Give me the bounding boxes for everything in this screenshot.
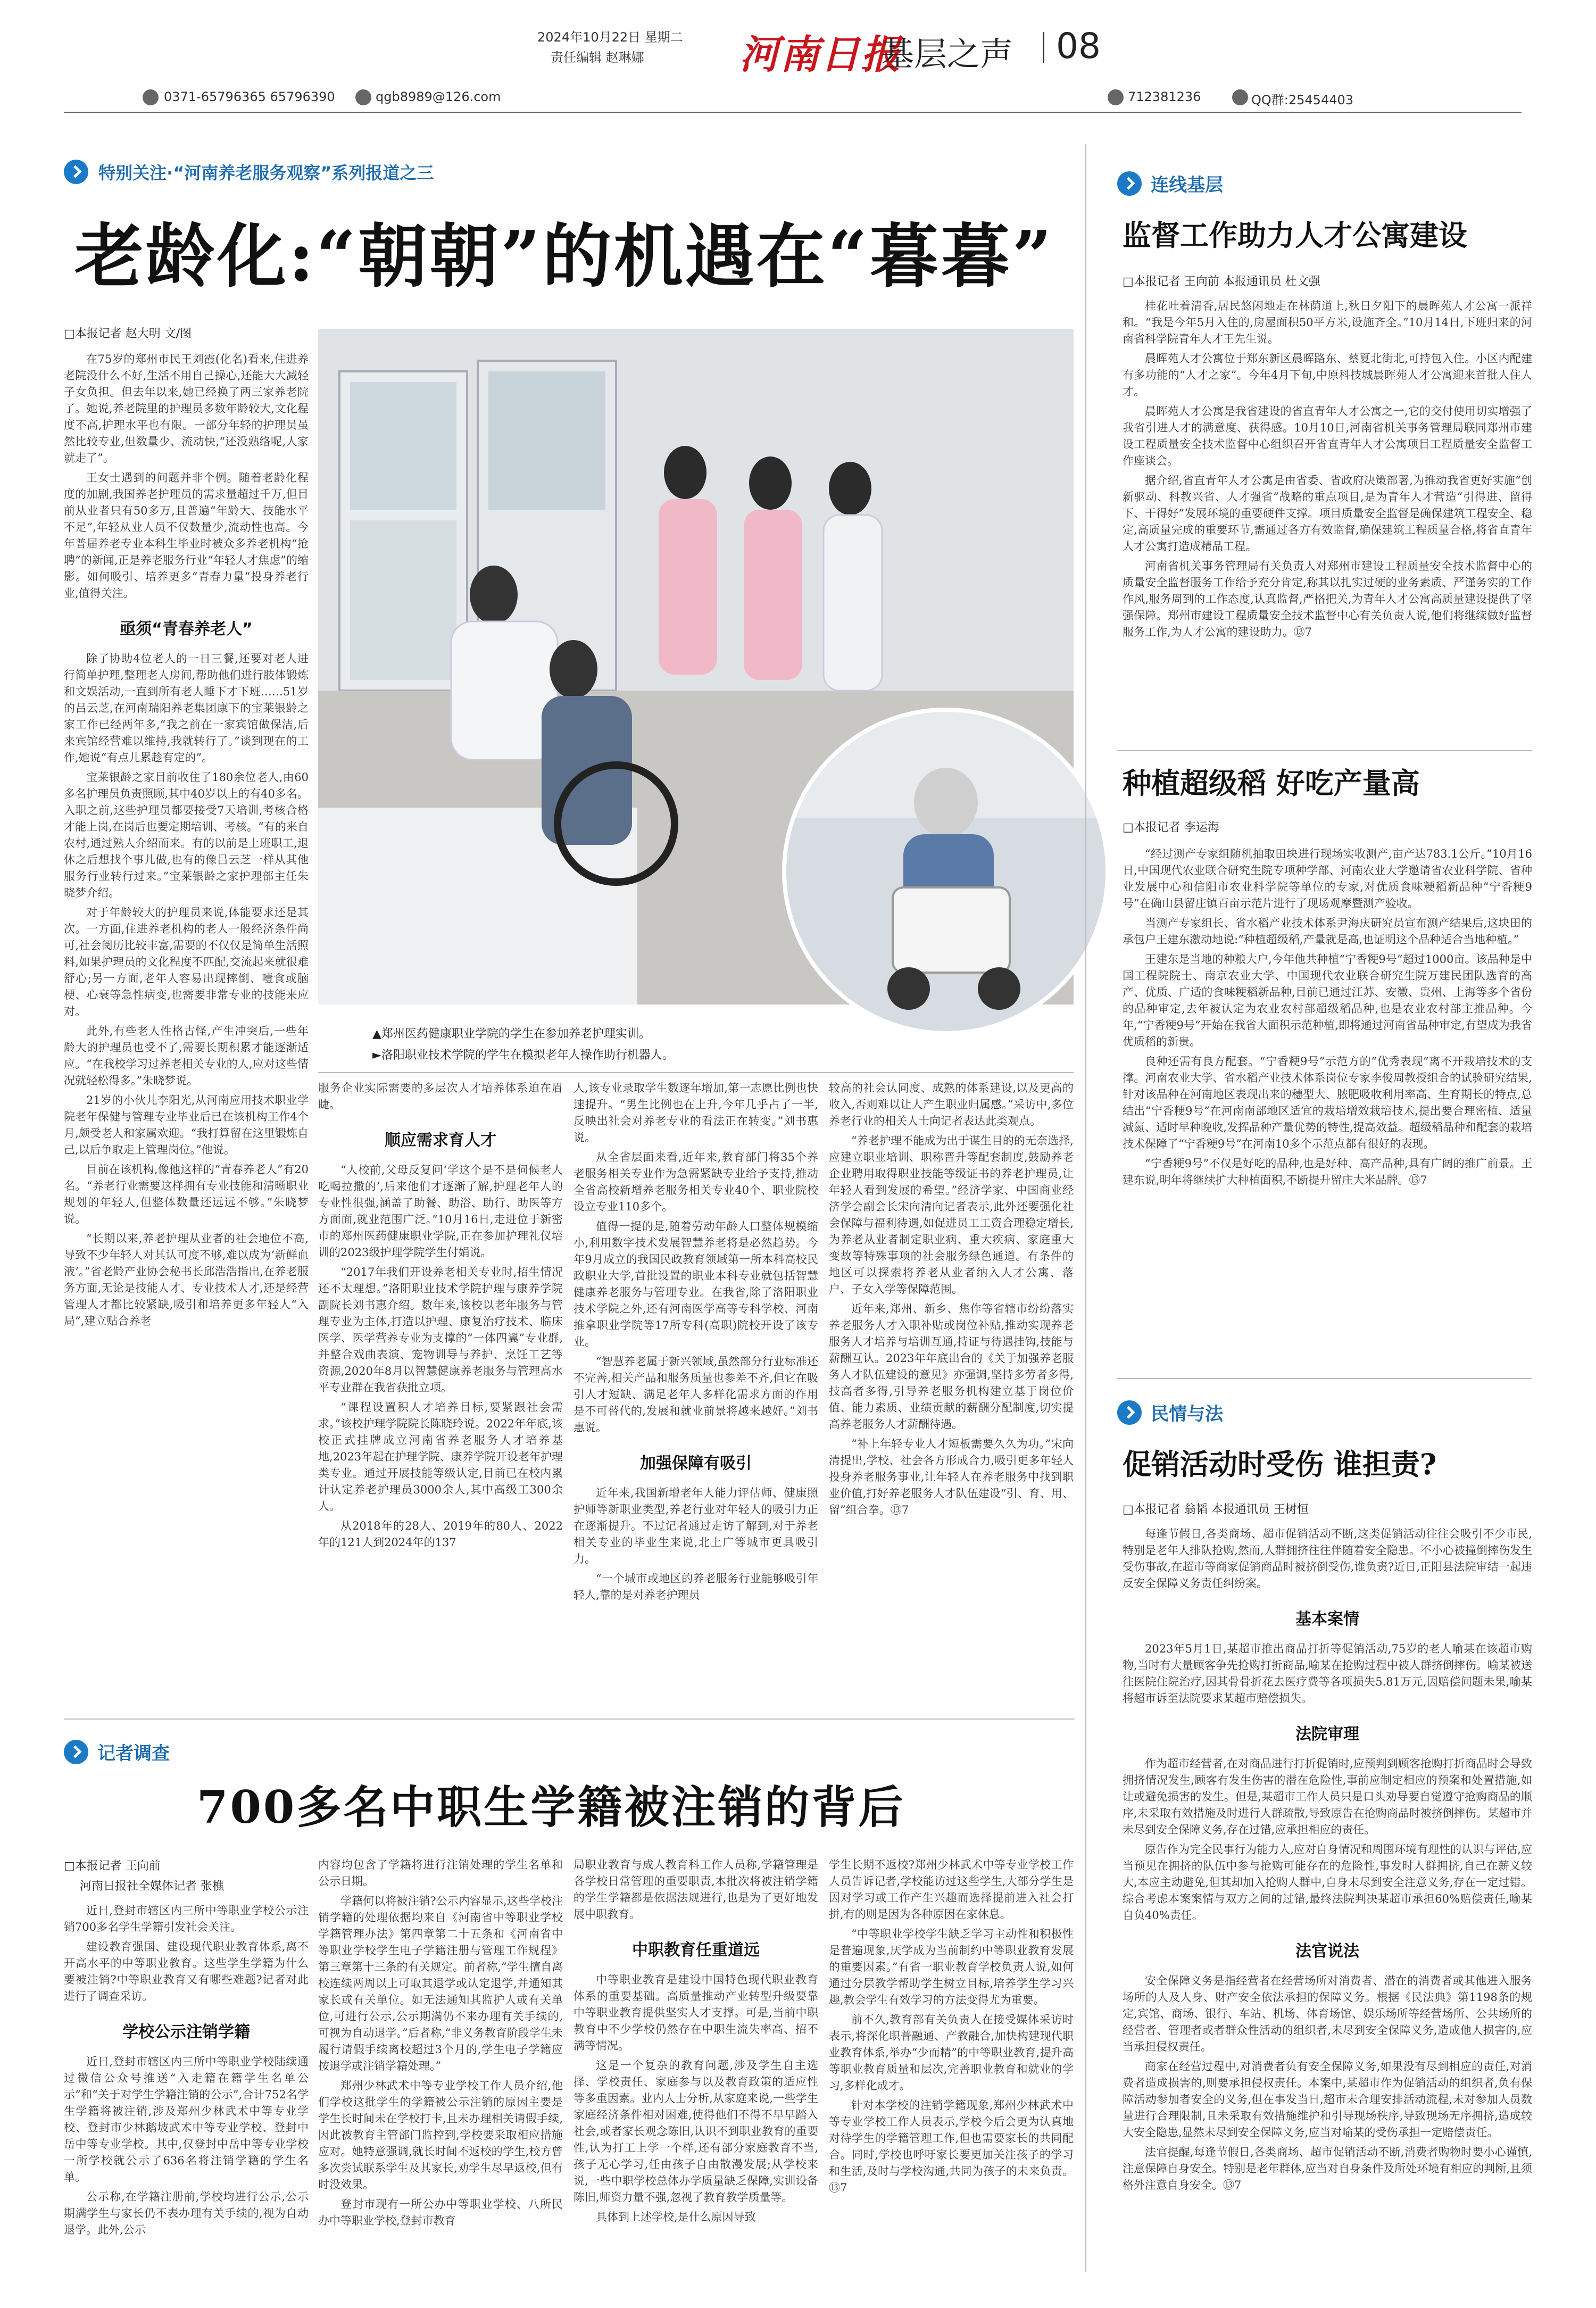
- header-qq: QQ群:25454403: [1251, 93, 1354, 107]
- paragraph: 商家在经营过程中,对消费者负有安全保障义务,如果没有尽到相应的责任,对消费者造成损害的,则要承担侵权责任。本案中,某超市作为促销活动的组织者,负有保障活动参加者安全的义务,但在事发当日,超市未合理安排活动流程,未对参加人员数量进行合理限制,且未采取有效措施维护和引导现场秩序,导致现场无序拥挤,造成较大安全隐患,显然未尽到安全保障义务,应当对喻某的受伤承担一定赔偿责任。: [1123, 2060, 1532, 2139]
- arrow-circle-icon: [1117, 171, 1142, 196]
- paragraph: “课程设置积人才培养目标,要紧跟社会需求。”该校护理学院院长陈晓玲说。2022年年底,该校正式挂牌成立河南省养老服务人才培养基地,2023年起在护理学院、康养学院开设老年护理类专业。通过开展技能等级认定,目前已在校内累计认定养老护理员3000余人,其中高级工300余人。: [318, 1401, 563, 1513]
- tag-text: 连线基层: [1151, 175, 1224, 196]
- right2-body: [1123, 846, 1532, 1378]
- qq-icon: [1232, 89, 1248, 105]
- paragraph: “中等职业学校学生缺乏学习主动性和积极性是普遍现象,厌学成为当前制约中等职业教育发展的重要因素。”有省一职业教育学校负责人说,如何通过分层教学帮助学生树立目标,培养学生学习兴趣,教会学生有效学习的方法变得尤为重要。: [829, 1928, 1074, 2006]
- header-wechat: 712381236: [1128, 89, 1201, 104]
- tag-minqing: [1117, 1399, 1223, 1425]
- wechat-icon: [1108, 89, 1124, 105]
- paragraph: “人校前,父母反复问‘学这个是不是伺候老人吃喝拉撒的’,后来他们才逐渐了解,护理老年人的专业性很强,涵盖了助餐、助浴、助行、助医等方方面面,就业范围广泛。”10月16日,走进位于新密市的郑州医药健康职业学院,正在参加护理礼仪培训的2023级护理学院学生付娟说。: [318, 1164, 563, 1259]
- header-divider: [1043, 32, 1044, 63]
- paragraph: 据介绍,省直青年人才公寓是由省委、省政府决策部署,为推动我省更好实施“创新驱动、科教兴省、人才强省”战略的重点项目,是为青年人才营造“引得进、留得下、干得好”发展环境的重要硬件支撑。项目质量安全监督是确保建筑工程安全、稳定,高质量完成的重要环节,需通过各方有效监督,确保建筑工程质量合格,将省直青年人才公寓打造成精品工程。: [1123, 474, 1532, 553]
- series-tag: [64, 160, 434, 184]
- subheading: 学校公示注销学籍: [122, 2023, 250, 2041]
- paragraph: 近年来,我国新增老年人能力评估师、健康照护师等新职业类型,养老行业对年轻人的吸引力正在逐渐提升。不过记者通过走访了解到,对于养老相关专业的毕业生来说,北上广等城市更具吸引力。: [573, 1487, 818, 1565]
- paragraph: 每逢节假日,各类商场、超市促销活动不断,这类促销活动往往会吸引不少市民,特别是老年人排队抢购,然而,人群拥挤往往伴随着安全隐患。不小心被撞倒摔伤发生受伤事故,在超市等商家促销商品时被挤倒受伤,谁负责?近日,正阳县法院审结一起违反安全保障义务责任纠纷案。: [1123, 1527, 1532, 1590]
- section-rule: [64, 1718, 1075, 1720]
- caption-rule: [318, 1072, 1074, 1073]
- photo-caption-2: ►洛阳职业技术学院的学生在模拟老年人操作助行机器人。: [372, 1049, 674, 1062]
- bottom-column-4: [829, 1857, 1074, 2291]
- section-rule: [1117, 1378, 1532, 1379]
- paragraph: 宝莱银龄之家目前收住了180余位老人,由60多名护理员负责照顾,其中40岁以上的有40多名。入职之前,这些护理员都要接受7天培训,考核合格才能上岗,在岗后也要定期培训、考核。“有的来自农村,通过熟人介绍而来。有的以前是上班职工,退休之后想找个事儿做,也有的像吕云芝一样从其他服务行业转行过来。”宝莱银龄之家护理部主任朱晓梦介绍。: [64, 771, 309, 899]
- paragraph: 从全省层面来看,近年来,教育部门将35个养老服务相关专业作为急需紧缺专业给予支持,推动全省高校新增养老服务相关专业40个、职业院校设立专业110多个。: [573, 1151, 818, 1213]
- subheading: 加强保障有吸引: [640, 1454, 752, 1473]
- email-icon: [355, 89, 371, 105]
- subheading: 基本案情: [1295, 1610, 1359, 1629]
- paragraph: 王建东是当地的种粮大户,今年他共种植“宁香粳9号”超过1000亩。该品种是中国工程院院士、南京农业大学、中国现代农业联合研究生院万建民团队选育的高产、优质、广适的食味粳稻新品种,目前已通过江苏、安徽、贵州、上海等多个省份的品种审定,去年被认定为农业农村部超级稻品种,也是农业农村部主推品种。今年,“宁香粳9号”开始在我省大面积示范种植,即将通过河南省品种审定,有望成为我省优质稻的新贵。: [1123, 953, 1532, 1048]
- paragraph: 河南省机关事务管理局有关负责人对郑州市建设工程质量安全技术监督中心的质量安全监督服务工作给予充分肯定,称其以扎实过硬的业务素质、严谨务实的工作作风,服务周到的工作态度,认真监督,严格把关,为青年人才公寓高质量建设提供了坚强保障。郑州市建设工程质量安全技术监督中心有关负责人说,他们将继续做好监督服务工作,为人才公寓的建设助力。⑬7: [1123, 560, 1532, 638]
- paragraph: 晨晖苑人才公寓是我省建设的省直青年人才公寓之一,它的交付使用切实增强了我省引进人才的满意度、获得感。10月10日,河南省机关事务管理局联同郑州市建设工程质量安全技术监督中心组织召开省直青年人才公寓项目工程质量安全监督工作座谈会。: [1123, 405, 1532, 467]
- arrow-circle-icon: [64, 1740, 88, 1764]
- paragraph: 针对本学校的注销学籍现象,郑州少林武术中等专业学校工作人员表示,学校今后会更为认真地对待学生的学籍管理工作,但也需要家长的共同配合。同时,学校也呼吁家长要更加关注孩子的学习和生活,及时与学校沟通,共同为孩子的未来负责。⑬7: [829, 2099, 1074, 2194]
- paragraph: 中等职业教育是建设中国特色现代职业教育体系的重要基础。高质量推动产业转型升级要靠中等职业教育提供坚实人才支撑。可是,当前中职教育中不少学校仍然存在中职生流失率高、招不满等情况。: [573, 1973, 818, 2052]
- paragraph: 建设教育强国、建设现代职业教育体系,离不开高水平的中等职业教育。这些学生学籍为什么要被注销?中等职业教育又有哪些难题?记者对此进行了调查采访。: [64, 1940, 309, 2003]
- right1-byline: □本报记者 王向前 本报通讯员 杜文强: [1123, 275, 1320, 288]
- paragraph: 2023年5月1日,某超市推出商品打折等促销活动,75岁的老人喻某在该超市购物,当时有大量顾客争先抢购打折商品,喻某在抢购过程中被人群挤倒摔伤。喻某被送往医院住院治疗,因其骨骨折花去医疗费等各项损失5.81万元,因赔偿问题未果,喻某将超市诉至法院要求某超市赔偿损失。: [1123, 1642, 1532, 1705]
- paragraph: 近日,登封市辖区内三所中等职业学校公示注销700多名学生学籍引发社会关注。: [64, 1904, 309, 1933]
- paragraph: 具体到上述学校,是什么原因导致: [596, 2211, 756, 2223]
- page-number: 08: [1056, 26, 1101, 67]
- bottom-column-2: [318, 1857, 563, 2291]
- paragraph: 近年来,郑州、新乡、焦作等省辖市纷纷落实养老服务人才入职补贴或岗位补贴,推动实现养老服务人才培养与培训互通,持证与待遇挂钩,技能与薪酬互认。2023年年底出台的《关于加强养老服务人才队伍建设的意见》亦强调,坚持多劳者多得,技高者多得,引导养老服务机构建立基于岗位价值、能力素质、业绩贡献的薪酬分配制度,切实提高养老服务人才薪酬待遇。: [829, 1302, 1074, 1431]
- paragraph: “2017年我们开设养老相关专业时,招生情况还不太理想。”洛阳职业技术学院护理与康养学院副院长刘书惠介绍。数年来,该校以老年服务与管理专业为主体,打造以护理、康复治疗技术、临床医学、医学营养专业为支撑的“一体四翼”专业群,并整合戏曲表演、宠物训导与养护、烹饪工艺等资源,2020年8月以智慧健康养老服务与管理高水平专业群在我省获批立项。: [318, 1266, 563, 1394]
- paragraph: 前不久,教育部有关负责人在接受媒体采访时表示,将深化职普融通、产教融合,加快构建现代职业教育体系,举办“少而精”的中等职业教育,提升高等职业教育质量和层次,完善职业教育和就业的学习,多样化成才。: [829, 2013, 1074, 2092]
- paragraph: 桂花吐着清香,居民悠闲地走在林荫道上,秋日夕阳下的晨晖苑人才公寓一派祥和。“我是今年5月入住的,房屋面积50平方米,设施齐全。”10月14日,下班归来的河南省科学院青年人才王先生说。: [1123, 300, 1532, 345]
- photo-walking-robot: [782, 708, 1110, 1035]
- paragraph: 晨晖苑人才公寓位于郑东新区晨晖路东、蔡夏北街北,可持包入住。小区内配建有多功能的“人才之家”。今年4月下旬,中原科技城晨晖苑人才公寓迎来首批人住人才。: [1123, 352, 1532, 398]
- section-rule: [1117, 750, 1532, 751]
- paragraph: 安全保障义务是指经营者在经营场所对消费者、潜在的消费者或其他进入服务场所的人及人身、财产安全依法承担的保障义务。根据《民法典》第1198条的规定,宾馆、商场、银行、车站、机场、体育场馆、娱乐场所等经营场所、公共场所的经营者、管理者或者群众性活动的组织者,未尽到安全保障义务,造成他人损害的,应当承担侵权责任。: [1123, 1974, 1532, 2053]
- tag-text: 记者调查: [97, 1743, 170, 1764]
- bottom-byline-1: □本报记者 王向前: [64, 1859, 161, 1873]
- bottom-byline-2: 河南日报社全媒体记者 张樵: [80, 1880, 224, 1893]
- main-headline: 老龄化:“朝朝”的机遇在“暮暮”: [74, 215, 1054, 297]
- right3-byline: □本报记者 翁韬 本报通讯员 王树恒: [1123, 1503, 1309, 1516]
- arrow-circle-icon: [64, 160, 88, 184]
- paragraph: 近日,登封市辖区内三所中等职业学校陆续通过微信公众号推送“入走籍在籍学生名单公示”和“关于对学生学籍注销的公示”,合计752名学生学籍将被注销,涉及郑州少林武术中等专业学校、登封市少林鹅坡武术中等专业学校、登封中岳中等专业学校。其中,仅登封中岳中等专业学校一所学校就公示了636名将注销学籍的学生名单。: [64, 2055, 309, 2184]
- subheading: 中职教育任重道远: [632, 1941, 760, 1960]
- main-column-4: [829, 1080, 1074, 1711]
- series-tag-text: 特别关注·“河南养老服务观察”系列报道之三: [98, 163, 434, 183]
- paragraph: 学生长期不返校?郑州少林武术中等专业学校工作人员告诉记者,学校能访过这些学生,大部分学生是因对学习或工作产生兴趣而选择提前进入社会打拼,有的则是因为各种原因在家休息。: [829, 1858, 1074, 1921]
- paragraph: 值得一提的是,随着劳动年龄人口整体规模缩小,利用数字技术发展智慧养老将是必然趋势。今年9月成立的我国民政教育领域第一所本科高校民政职业大学,首批设置的职业本科专业就包括智慧健康养老服务与管理专业。在我省,除了洛阳职业技术学院之外,还有河南医学高等专科学校、河南推拿职业学院等17所专科(高职)院校开设了该专业。: [573, 1220, 818, 1348]
- phone-icon: [143, 89, 159, 105]
- paragraph: “宁香粳9号”不仅是好吃的品种,也是好种、高产品种,具有广阔的推广前景。王建东说,明年将继续扩大种植面积,不断提升留庄大米品牌。⑬7: [1123, 1157, 1532, 1186]
- paragraph: “一个城市或地区的养老服务行业能够吸引年轻人,靠的是对养老护理员: [573, 1572, 818, 1601]
- paragraph: 在75岁的郑州市民王刘霞(化名)看来,住进养老院没什么不好,生活不用自己操心,还能大大减轻子女负担。但去年以来,她已经换了两三家养老院了。她说,养老院里的护理员多数年龄较大,文化程度不高,护理水平也有限。一部分年轻的护理员虽然比较专业,但数量少、流动快,“还没熟络呢,人家就走了”。: [64, 353, 309, 464]
- column-divider: [1085, 144, 1086, 2272]
- paragraph: “智慧养老属于新兴领域,虽然部分行业标准还不完善,相关产品和服务质量也参差不齐,但它在吸引人才短缺、满足老年人多样化需求方面的作用是不可替代的,发展和就业前景将越来越好。”刘书惠说。: [573, 1355, 818, 1434]
- paragraph: 内容均包含了学籍将进行注销处理的学生名单和公示日期。: [318, 1858, 563, 1888]
- main-column-1: [64, 351, 309, 1711]
- right3-headline: 促销活动时受伤 谁担责?: [1123, 1447, 1437, 1481]
- header-editor: 责任编辑 赵琳娜: [551, 50, 644, 65]
- paragraph: 学籍何以将被注销?公示内容显示,这些学校注销学籍的处理依据均来自《河南省中等职业学校学籍管理办法》第四章第二十五条和《河南省中等职业学校学生电子学籍注册与管理工作规程》第三章第十三条的有关规定。前者称,“学生擅自离校连续两周以上可取其退学或认定退学,并通知其家长或有关单位。如无法通知其监护人或有关单位,可进行公示,公示期满仍不来办理有关手续的,可视为自动退学。”后者称,“非义务教育阶段学生未履行请假手续离校超过3个月的,学生电子学籍应按退学或注销学籍处理。”: [318, 1895, 563, 2072]
- newspaper-logo: 河南日报: [739, 32, 901, 78]
- main-column-2: [318, 1080, 563, 1711]
- paragraph: 作为超市经营者,在对商品进行打折促销时,应预判到顾客抢购打折商品时会导致拥挤情况发生,顾客有发生伤害的潜在危险性,事前应制定相应的预案和处置措施,如让或避免损害的发生。但是,某超市工作人员只是口头劝导要自觉遵守抢购商品的顺序,未采取有效措施及时进行人群疏散,导致原告在抢购商品时被挤倒摔伤。某超市并未尽到安全保障义务,存在过错,应承担相应的责任。: [1123, 1757, 1532, 1836]
- main-column-3: [573, 1080, 818, 1711]
- paragraph: 服务企业实际需要的多层次人才培养体系迫在眉睫。: [318, 1082, 563, 1111]
- header-email: qgb8989@126.com: [376, 89, 501, 104]
- bottom-column-1: [64, 1903, 309, 2291]
- right1-body: [1123, 298, 1532, 750]
- paragraph: 人,该专业录取学生数逐年增加,第一志愿比例也快速提升。“男生比例也在上升,今年几乎占了一半,反映出社会对养老专业的看法正在转变。”刘书惠说。: [573, 1082, 818, 1144]
- tag-jizhe: [64, 1739, 170, 1765]
- paragraph: 这是一个复杂的教育问题,涉及学生自主选择、学校责任、家庭参与以及教育政策的适应性等多重因素。业内人士分析,从家庭来说,一些学生家庭经济条件相对困难,使得他们不得不早早踏入社会,或者家长观念陈旧,认识不到职业教育的重要性,认为打工上学一个样,还有部分家庭教育不当,孩子无心学习,任由孩子自由散漫发展;从学校来说,一些中职学校总体办学质量缺乏保障,实训设备陈旧,师资力量不强,忽视了教育教学质量等。: [573, 2059, 818, 2204]
- right2-byline: □本报记者 李运海: [1123, 821, 1219, 834]
- main-byline: □本报记者 赵大明 文/图: [64, 327, 192, 341]
- bottom-headline: 700多名中职生学籍被注销的背后: [197, 1781, 905, 1833]
- paragraph: 对于年龄较大的护理员来说,体能要求还是其次。一方面,住进养老机构的老人一般经济条件尚可,社会阅历比较丰富,需要的不仅仅是简单生活照料,如果护理员的文化程度不匹配,交流起来就很难舒心;另一方面,老年人容易出现摔倒、噎食或脑梗、心衰等急性病变,也需要非常专业的技能来应对。: [64, 906, 309, 1018]
- bottom-column-3: [573, 1857, 818, 2291]
- paragraph: 除了协助4位老人的一日三餐,还要对老人进行简单护理,整理老人房间,帮助他们进行肢体锻炼和文娱活动,一直到所有老人睡下才下班……51岁的吕云芝,在河南瑞阳养老集团康下的宝莱银龄之家工作已经两年多,“我之前在一家宾馆做保洁,后来宾馆经营难以维持,我就转行了。”谈到现在的工作,她说“有点儿累趁有定的”。: [64, 652, 309, 764]
- header-date: 2024年10月22日 星期二: [537, 30, 683, 45]
- right2-headline: 种植超级稻 好吃产量高: [1123, 766, 1420, 800]
- paragraph: “长期以来,养老护理从业者的社会地位不高,导致不少年轻人对其认可度不够,难以成为‘新鲜血液’。”省老龄产业协会秘书长邱浩浩指出,在养老服务方面,无论是技能人才、专业技术人才,还是经营管理人才都比较紧缺,吸引和培养更多年轻人“入局”,建立贴合养老: [64, 1232, 309, 1327]
- paragraph: 良种还需有良方配套。“宁香粳9号”示范方的“优秀表现”离不开栽培技术的支撑。河南农业大学、省水稻产业技术体系岗位专家李俊周教授组合的试验研究结果,针对该品种在河南地区表现出来的穗型大、脓肥吸收利用率高、生育期长的特点,总结出“宁香粳9号”在河南南部地区适宜的栽培增效栽培技术,提出要合理密植、适量减氮、适时早种晚收,发挥品种产量优势的特性,提高效益。超级稻品种和配套的栽培技术保障了“宁香粳9号”在河南10多个示范点都有很好的表现。: [1123, 1055, 1532, 1150]
- paragraph: 公示称,在学籍注册前,学校均进行公示,公示期满学生与家长仍不表办理有关手续的,视为自动退学。此外,公示: [64, 2190, 309, 2236]
- subheading: 法院审理: [1295, 1725, 1359, 1744]
- masthead: [0, 0, 1596, 122]
- paragraph: 当测产专家组长、省水稻产业技术体系尹海庆研究员宣布测产结果后,这块田的承包户王建东激动地说:“种植超级稻,产量就是高,也证明这个品种适合当地种植。”: [1123, 917, 1532, 946]
- paragraph: 目前在该机构,像他这样的“青春养老人”有20名。“养老行业需要这样拥有专业技能和清晰职业规划的年轻人,但整体数量还远远不够。”朱晓梦说。: [64, 1163, 309, 1225]
- paragraph: 21岁的小伙儿李阳光,从河南应用技术职业学院老年保健与管理专业毕业后已在该机构工作4个月,颇受老人和家属欢迎。“我打算留在这里锻炼自己,以后争取走上管理岗位。”他说。: [64, 1094, 309, 1156]
- right3-body: [1123, 1526, 1532, 2281]
- subheading: 亟须“青春养老人”: [120, 620, 253, 638]
- subheading: 顺应需求育人才: [385, 1131, 496, 1150]
- paragraph: 较高的社会认同度、成熟的体系建设,以及更高的收入,否则难以让人产生职业归属感。”采访中,多位养老行业的相关人士向记者表达此类观点。: [829, 1082, 1074, 1127]
- paragraph: 登封市现有一所公办中等职业学校、八所民办中等职业学校,登封市教育: [318, 2198, 563, 2227]
- photo-caption-1: ▲郑州医药健康职业学院的学生在参加养老护理实训。: [372, 1027, 651, 1041]
- paragraph: 局职业教育与成人教育科工作人员称,学籍管理是各学校日常管理的重要职责,本批次将被注销学籍的学生学籍都是依据法规进行,也是为了更好地发展中职教育。: [573, 1858, 818, 1921]
- header-rule: [64, 112, 1522, 113]
- right1-headline: 监督工作助力人才公寓建设: [1123, 218, 1467, 252]
- paragraph: “养老护理不能成为出于谋生目的的无奈选择,应建立职业培训、职称晋升等配套制度,鼓励养老企业聘用取得职业技能等级证书的养老护理员,让年轻人看到发展的希望。”经济学家、中国商业经济学会副会长宋向清向记者表示,此外还要强化社会保障与福利待遇,如促进员工工资合理稳定增长,为养老从业者制定职业病、重大疾病、家庭重大变故等特殊事项的社会服务绿色通道。有条件的地区可以探索将养老从业者纳入人才公寓、落户、子女入学等保障范围。: [829, 1134, 1074, 1296]
- paragraph: “经过测产专家组随机抽取田块进行现场实收测产,亩产达783.1公斤。”10月16日,中国现代农业联合研究生院专项种学部、河南农业大学邀请省农业科学院、省种业发展中心和信阳市农业科学院等单位的专家,对优质食味粳稻新品种“宁香粳9号”在确山县留庄镇百亩示范片进行了现场观摩暨测产验收。: [1123, 848, 1532, 910]
- paragraph: 法官提醒,每逢节假日,各类商场、超市促销活动不断,消费者购物时要小心谨慎,注意保障自身安全。特别是老年群体,应当对自身条件及所处环境有相应的判断,且须格外注意自身安全。⑬7: [1123, 2146, 1532, 2191]
- arrow-circle-icon: [1117, 1400, 1142, 1425]
- tag-text: 民情与法: [1151, 1404, 1224, 1425]
- subheading: 法官说法: [1295, 1942, 1359, 1961]
- tag-lianxian: [1117, 170, 1223, 196]
- paragraph: 王女士遇到的问题并非个例。随着老龄化程度的加剧,我国养老护理员的需求量超过千万,但目前从业者只有50多万,且普遍“年龄大、技能水平不足”,年轻从业人员不仅数量少,流动性也高。今年普届养老专业本科生毕业时被众多养老机构“抢聘”的新闻,正是养老服务行业“年轻人才焦虑”的缩影。如何吸引、培养更多“青春力量”投身养老行业,值得关注。: [64, 471, 309, 600]
- photo-illustration: [786, 712, 1105, 1031]
- section-title: 基层之声: [881, 35, 1013, 73]
- paragraph: 郑州少林武术中等专业学校工作人员介绍,他们学校这批学生的学籍被公示注销的原因主要是学生长时间未在学校打卡,且未办理相关请假手续,因此被教育主管部门监控到,学校要采取相应措施应对。她特意强调,就长时间不返校的学生,校方曾多次尝试联系学生及其家长,劝学生尽早返校,但有时没效果。: [318, 2079, 563, 2191]
- header-phone: 0371-65796365 65796390: [164, 89, 335, 104]
- paragraph: 原告作为完全民事行为能力人,应对自身情况和周围环境有理性的认识与评估,应当预见在拥挤的队伍中参与抢购可能存在的危险性,事发时人群拥挤,自己在薪义较大,本应主动避免,但其却加入抢购人群中,自身未尽到安全注意义务,存在一定过错。综合考虑本案案情与双方之间的过错,最终法院判决某超市承担60%赔偿责任,喻某自负40%责任。: [1123, 1843, 1532, 1922]
- paragraph: 从2018年的28人、2019年的80人、2022年的121人到2024年的137: [318, 1520, 563, 1549]
- paragraph: 此外,有些老人性格古怪,产生冲突后,一些年龄大的护理员也受不了,需要长期积累才能逐渐适应。“在我校学习过养老相关专业的人,应对这些情况就轻松得多。”朱晓梦说。: [64, 1025, 309, 1087]
- paragraph: “补上年轻专业人才短板需要久久为功。”宋向清提出,学校、社会各方形成合力,吸引更多年轻人投身养老服务事业,让年轻人在养老服务中找到职业价值,打好养老服务人才队伍建设“引、育、用、留”组合拳。⑬7: [829, 1438, 1074, 1516]
